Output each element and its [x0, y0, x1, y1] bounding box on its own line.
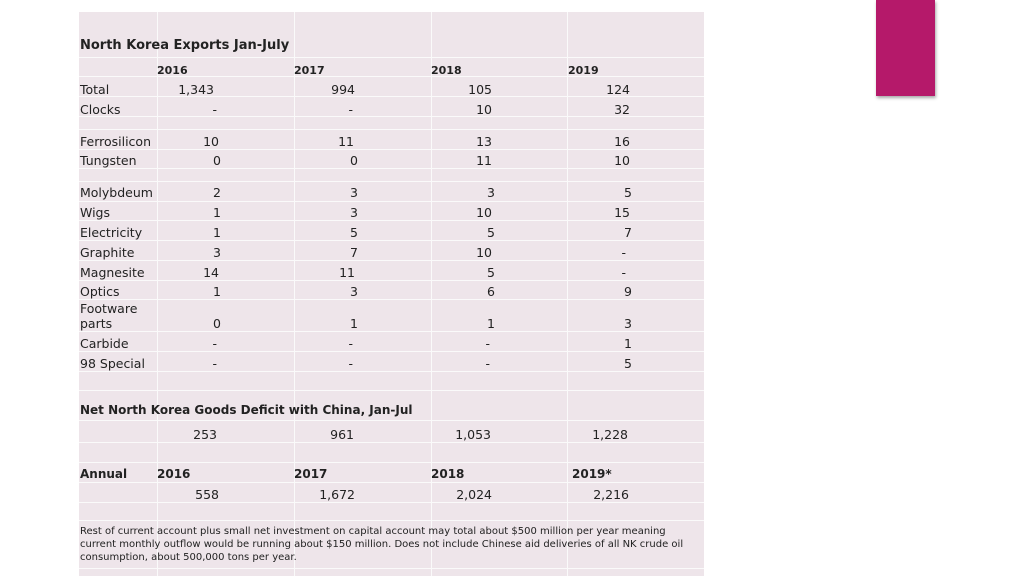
row-label: Electricity — [80, 225, 143, 240]
grid-line — [79, 390, 704, 391]
grid-line — [79, 57, 704, 58]
grid-line — [79, 442, 704, 443]
cell-value: 32 — [614, 102, 630, 117]
cell-value: 16 — [614, 134, 630, 149]
grid-line — [79, 129, 704, 130]
cell-value: 0 — [350, 153, 358, 168]
accent-tab — [876, 0, 935, 96]
deficit-value: 253 — [193, 427, 217, 442]
row-label: Graphite — [80, 245, 135, 260]
cell-value: - — [621, 245, 626, 260]
row-label: 98 Special — [80, 356, 145, 371]
deficit-value: 961 — [330, 427, 354, 442]
grid-line — [79, 502, 704, 503]
year-header-2017: 2017 — [294, 64, 325, 77]
grid-line — [79, 260, 704, 261]
annual-value: 558 — [195, 487, 219, 502]
cell-value: 10 — [476, 102, 492, 117]
cell-value: 5 — [624, 356, 632, 371]
cell-value: 5 — [487, 265, 495, 280]
row-label: Clocks — [80, 102, 121, 117]
annual-value: 2,216 — [593, 487, 629, 502]
cell-value: 10 — [476, 205, 492, 220]
cell-value: - — [212, 356, 217, 371]
cell-value: 3 — [213, 245, 221, 260]
grid-line — [79, 331, 704, 332]
deficit-title: Net North Korea Goods Deficit with China, Jan-Jul — [80, 403, 413, 417]
row-label: Carbide — [80, 336, 129, 351]
cell-value: 7 — [624, 225, 632, 240]
cell-value: 3 — [487, 185, 495, 200]
cell-value: 1 — [624, 336, 632, 351]
grid-line — [79, 520, 704, 521]
year-header-2019: 2019 — [568, 64, 599, 77]
grid-line — [79, 168, 704, 169]
cell-value: 0 — [213, 316, 221, 331]
cell-value: - — [212, 102, 217, 117]
cell-value: 1 — [213, 205, 221, 220]
row-label: Footware parts — [80, 301, 138, 331]
cell-value: 10 — [203, 134, 219, 149]
deficit-value: 1,228 — [592, 427, 628, 442]
grid-line — [79, 299, 704, 300]
grid-line — [79, 181, 704, 182]
grid-line — [79, 568, 704, 569]
cell-value: 13 — [476, 134, 492, 149]
cell-value: 7 — [350, 245, 358, 260]
row-label: Tungsten — [80, 153, 137, 168]
cell-value: 5 — [487, 225, 495, 240]
cell-value: 3 — [350, 284, 358, 299]
cell-value: 1 — [487, 316, 495, 331]
cell-value: 2 — [213, 185, 221, 200]
grid-line — [79, 351, 704, 352]
cell-value: - — [212, 336, 217, 351]
row-label: Optics — [80, 284, 120, 299]
row-label: Wigs — [80, 205, 111, 220]
cell-value: 5 — [624, 185, 632, 200]
cell-value: - — [485, 356, 490, 371]
cell-value: 3 — [350, 205, 358, 220]
grid-line — [79, 201, 704, 202]
cell-value: 15 — [614, 205, 630, 220]
cell-value: 105 — [468, 82, 492, 97]
cell-value: 11 — [476, 153, 492, 168]
cell-value: 1 — [350, 316, 358, 331]
cell-value: - — [348, 356, 353, 371]
annual-year: 2019* — [572, 467, 612, 481]
row-label: Ferrosilicon — [80, 134, 152, 149]
table-title: North Korea Exports Jan-July — [80, 38, 290, 53]
cell-value: 1 — [213, 284, 221, 299]
annual-label: Annual — [80, 467, 128, 481]
cell-value: 994 — [331, 82, 355, 97]
cell-value: - — [348, 336, 353, 351]
row-label: Total — [80, 82, 110, 97]
row-label: Magnesite — [80, 265, 145, 280]
cell-value: 3 — [350, 185, 358, 200]
annual-year: 2017 — [294, 467, 328, 481]
annual-value: 2,024 — [456, 487, 492, 502]
year-header-2018: 2018 — [431, 64, 462, 77]
cell-value: 10 — [614, 153, 630, 168]
grid-line — [79, 240, 704, 241]
cell-value: 11 — [339, 265, 355, 280]
grid-line — [79, 149, 704, 150]
exports-table — [79, 12, 704, 576]
cell-value: 124 — [606, 82, 630, 97]
cell-value: 3 — [624, 316, 632, 331]
grid-line — [79, 420, 704, 421]
cell-value: 9 — [624, 284, 632, 299]
year-header-2016: 2016 — [157, 64, 188, 77]
cell-value: 1 — [213, 225, 221, 240]
cell-value: 0 — [213, 153, 221, 168]
annual-value: 1,672 — [319, 487, 355, 502]
grid-line — [79, 462, 704, 463]
cell-value: - — [621, 265, 626, 280]
deficit-value: 1,053 — [455, 427, 491, 442]
cell-value: 10 — [476, 245, 492, 260]
cell-value: 14 — [203, 265, 219, 280]
grid-line — [79, 220, 704, 221]
grid-line — [79, 482, 704, 483]
cell-value: 6 — [487, 284, 495, 299]
cell-value: - — [348, 102, 353, 117]
cell-value: 5 — [350, 225, 358, 240]
row-label: Molybdeum — [80, 185, 153, 200]
cell-value: - — [485, 336, 490, 351]
annual-year: 2016 — [157, 467, 191, 481]
grid-line — [79, 371, 704, 372]
cell-value: 1,343 — [178, 82, 214, 97]
annual-year: 2018 — [431, 467, 465, 481]
cell-value: 11 — [338, 134, 354, 149]
footnote: Rest of current account plus small net investment on capital account may total about $500 million per year meaning current monthly outflow would be running about $150 million. Does not include Chinese aid deliveries of all NK crude oil consumption, about 500,000 tons per year. — [80, 526, 684, 563]
grid-line — [79, 280, 704, 281]
